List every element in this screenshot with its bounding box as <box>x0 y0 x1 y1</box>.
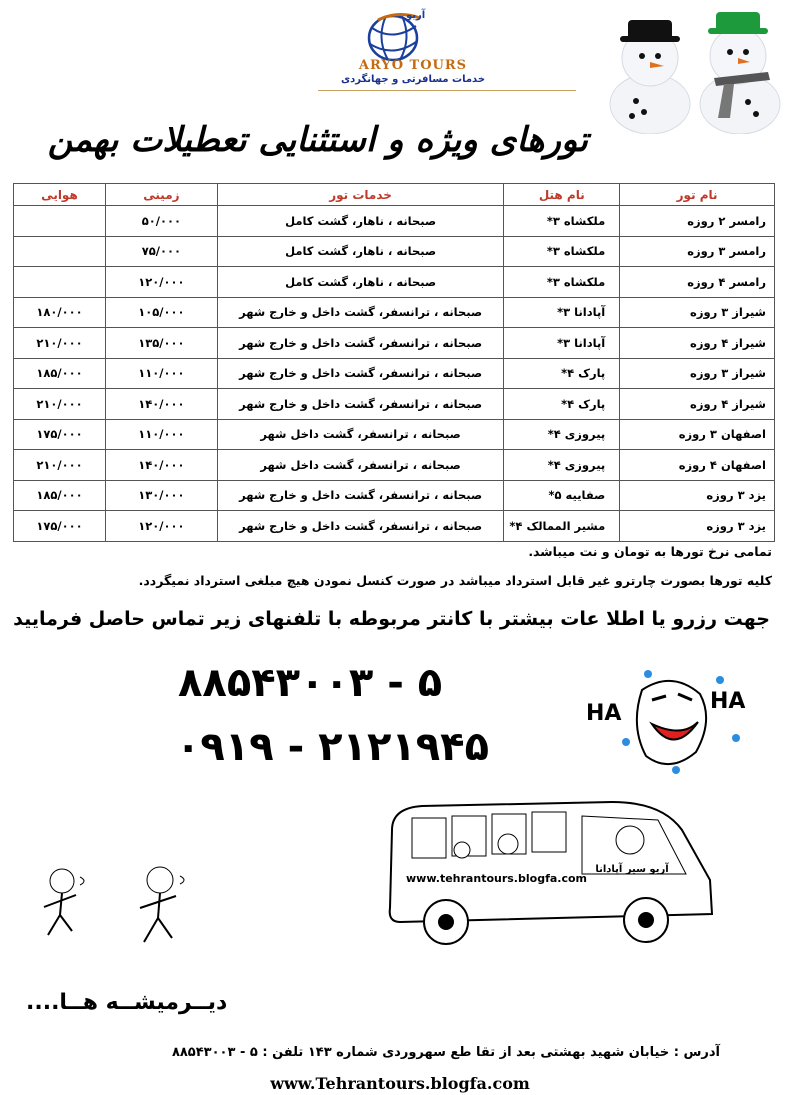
header-hotel-name: نام هتل <box>504 184 620 206</box>
cell-hotel: آپادانا ۳* <box>504 328 620 359</box>
cell-ground: ۱۳۵/۰۰۰ <box>105 328 217 359</box>
table-row <box>14 236 775 267</box>
cell-air: ۱۷۵/۰۰۰ <box>14 511 106 542</box>
table-row <box>14 328 775 359</box>
cell-air: ۱۸۵/۰۰۰ <box>14 358 106 389</box>
table-row <box>14 480 775 511</box>
refund-note: کلیه تورها بصورت چارترو غیر قابل استرداد میباشد در صورت کنسل نمودن هیچ مبلغی استرداد نمیگردد. <box>138 573 772 588</box>
cell-air: ۲۱۰/۰۰۰ <box>14 389 106 420</box>
footer-address: آدرس : خیابان شهید بهشتی بعد از تقا طع سهروردی شماره ۱۴۳ تلفن : ۵ - ۸۸۵۴۳۰۰۳ <box>171 1045 720 1060</box>
brand-name: ARYO TOURS <box>358 58 468 73</box>
cell-tour: شیراز ۴ روزه <box>620 328 775 359</box>
cell-ground: ۵۰/۰۰۰ <box>105 206 217 237</box>
cell-ground: ۱۴۰/۰۰۰ <box>105 450 217 481</box>
bus-cartoon <box>382 790 727 950</box>
cell-ground: ۷۵/۰۰۰ <box>105 236 217 267</box>
header-tour-services: خدمات تور <box>217 184 504 206</box>
table-row <box>14 450 775 481</box>
table-row <box>14 297 775 328</box>
cell-ground: ۱۱۰/۰۰۰ <box>105 419 217 450</box>
cell-air <box>14 236 106 267</box>
logo-divider <box>318 90 576 91</box>
bus-website-text: www.tehrantours.blogfa.com <box>406 872 587 885</box>
header-tour-name: نام تور <box>620 184 775 206</box>
header-air-price: هوایی <box>14 184 106 206</box>
cell-air <box>14 267 106 298</box>
logo-mark: آریو <box>406 10 426 21</box>
cell-services: صبحانه ، ترانسفر، گشت داخل و خارج شهر <box>217 358 504 389</box>
snowman-left <box>610 20 690 134</box>
table-header-row <box>14 184 775 206</box>
cell-tour: رامسر ۴ روزه <box>620 267 775 298</box>
cell-tour: یزد ۳ روزه <box>620 480 775 511</box>
cell-ground: ۱۰۵/۰۰۰ <box>105 297 217 328</box>
cell-services: صبحانه ، ترانسفر، گشت داخل و خارج شهر <box>217 328 504 359</box>
cell-services: صبحانه ، ترانسفر، گشت داخل و خارج شهر <box>217 480 504 511</box>
cell-tour: شیراز ۴ روزه <box>620 389 775 420</box>
table-row <box>14 267 775 298</box>
cell-tour: اصفهان ۴ روزه <box>620 450 775 481</box>
cell-hotel: پیروزی ۴* <box>504 419 620 450</box>
cell-tour: شیراز ۳ روزه <box>620 297 775 328</box>
table-row <box>14 419 775 450</box>
cell-hotel: ملکشاه ۳* <box>504 206 620 237</box>
cell-ground: ۱۲۰/۰۰۰ <box>105 267 217 298</box>
footer-website-link[interactable]: www.Tehrantours.blogfa.com <box>270 1074 530 1093</box>
table-row <box>14 511 775 542</box>
laughing-face-cartoon <box>586 660 756 780</box>
cell-hotel: پیروزی ۴* <box>504 450 620 481</box>
cell-services: صبحانه ، ترانسفر، گشت داخل و خارج شهر <box>217 297 504 328</box>
page-title: تورهای ویژه و استثنایی تعطیلات بهمن <box>47 120 588 160</box>
landline-phone: ۸۸۵۴۳۰۰۳ - ۵ <box>178 660 443 706</box>
cell-tour: رامسر ۲ روزه <box>620 206 775 237</box>
cell-services: صبحانه ، ترانسفر، گشت داخل و خارج شهر <box>217 511 504 542</box>
cell-air: ۱۸۵/۰۰۰ <box>14 480 106 511</box>
cell-services: صبحانه ، ترانسفر، گشت داخل و خارج شهر <box>217 389 504 420</box>
hurry-text: دیــرمیشــه هــا.... <box>26 990 228 1015</box>
cell-hotel: پارک ۴* <box>504 389 620 420</box>
cell-hotel: آپادانا ۳* <box>504 297 620 328</box>
cell-hotel: ملکشاه ۳* <box>504 267 620 298</box>
tours-price-table <box>13 183 775 542</box>
cell-services: صبحانه ، ناهار، گشت کامل <box>217 267 504 298</box>
contact-instruction: جهت رزرو یا اطلا عات بیشتر با کانتر مربوطه با تلفنهای زیر تماس حاصل فرمایید <box>13 608 770 630</box>
cell-ground: ۱۴۰/۰۰۰ <box>105 389 217 420</box>
cell-services: صبحانه ، ترانسفر، گشت داخل شهر <box>217 419 504 450</box>
cell-hotel: صفاییه ۵* <box>504 480 620 511</box>
cell-air: ۲۱۰/۰۰۰ <box>14 328 106 359</box>
cell-tour: شیراز ۳ روزه <box>620 358 775 389</box>
ha-left-text: HA <box>586 701 622 726</box>
cell-services: صبحانه ، ناهار، گشت کامل <box>217 206 504 237</box>
cell-ground: ۱۱۰/۰۰۰ <box>105 358 217 389</box>
brand-slogan: خدمات مسافرتی و جهانگردی <box>340 74 486 85</box>
running-person-icon <box>130 862 200 952</box>
snowmen-illustration <box>598 6 790 134</box>
header-ground-price: زمینی <box>105 184 217 206</box>
ha-right-text: HA <box>710 689 746 714</box>
cell-services: صبحانه ، ترانسفر، گشت داخل شهر <box>217 450 504 481</box>
snowman-right <box>700 12 780 134</box>
currency-note: تمامی نرخ تورها به تومان و نت میباشد. <box>528 544 772 559</box>
cell-air: ۱۷۵/۰۰۰ <box>14 419 106 450</box>
bus-sign-text: آریو سیر آپادانا <box>595 864 669 875</box>
table-row <box>14 358 775 389</box>
cell-hotel: مشیر الممالک ۴* <box>504 511 620 542</box>
mobile-phone: ۰۹۱۹ - ۲۱۲۱۹۴۵ <box>176 724 490 770</box>
table-row <box>14 206 775 237</box>
table-row <box>14 389 775 420</box>
cell-air: ۱۸۰/۰۰۰ <box>14 297 106 328</box>
cell-ground: ۱۲۰/۰۰۰ <box>105 511 217 542</box>
cell-air: ۲۱۰/۰۰۰ <box>14 450 106 481</box>
cell-tour: رامسر ۳ روزه <box>620 236 775 267</box>
running-person-icon <box>38 865 98 945</box>
cell-hotel: پارک ۴* <box>504 358 620 389</box>
cell-tour: اصفهان ۳ روزه <box>620 419 775 450</box>
cell-air <box>14 206 106 237</box>
aryo-tours-logo <box>318 6 578 94</box>
cell-ground: ۱۳۰/۰۰۰ <box>105 480 217 511</box>
cell-services: صبحانه ، ناهار، گشت کامل <box>217 236 504 267</box>
globe-logo-icon <box>358 6 428 64</box>
cell-hotel: ملکشاه ۳* <box>504 236 620 267</box>
cell-tour: یزد ۳ روزه <box>620 511 775 542</box>
